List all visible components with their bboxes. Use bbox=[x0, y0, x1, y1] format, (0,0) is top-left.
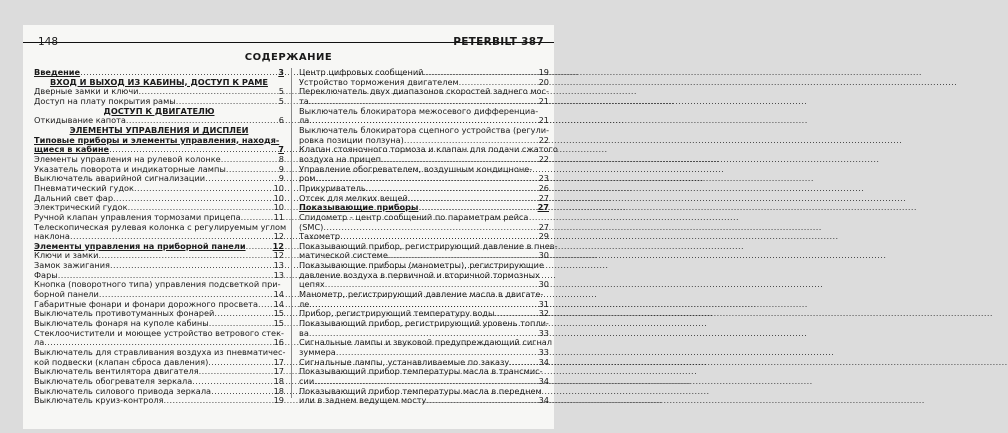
toc-entry bbox=[299, 213, 549, 232]
toc-entry bbox=[299, 337, 553, 358]
toc-page-number: 13 bbox=[273, 260, 284, 271]
toc-entry-title: ла bbox=[34, 337, 45, 348]
toc-page-number: 17 bbox=[273, 366, 284, 377]
toc-page-number: 12 bbox=[273, 231, 284, 242]
toc-entry-line: Показывающий прибор, регистрирующий давление в пнев- bbox=[299, 240, 558, 251]
toc-page-number: 10 bbox=[273, 182, 284, 193]
toc-page-number: 27 bbox=[537, 202, 549, 213]
toc-entry bbox=[299, 290, 549, 309]
toc-entry-line: Сигнальные лампы и звуковой предупреждающий сигнал bbox=[299, 337, 553, 348]
toc-entry bbox=[299, 165, 549, 184]
header-brand: PETERBILT 387 bbox=[453, 36, 544, 48]
toc-entry-title: Замок зажигания bbox=[34, 260, 110, 271]
toc-entry-title: Элементы управления на приборной панели bbox=[34, 240, 246, 251]
toc-page-number: 15 bbox=[273, 308, 284, 319]
toc-page-number: 30 bbox=[538, 250, 549, 261]
toc-page-number: 3 bbox=[278, 67, 284, 77]
toc-entry-title: ром bbox=[299, 173, 316, 184]
toc-entry-title: Выключатель обогревателя зеркала bbox=[34, 376, 193, 386]
toc-entry-line: Управление обогревателем, воздушным кондицноне- bbox=[299, 163, 533, 174]
toc-entry-title: Доступ на плату покрытия рамы bbox=[34, 95, 176, 106]
toc-page-number: 10 bbox=[273, 192, 284, 203]
book-page bbox=[23, 25, 558, 429]
toc-entry-title: кой подвески (клапан сброса давления) bbox=[34, 356, 209, 367]
section-heading-text: ДОСТУП К ДВИГАТЕЛЮ bbox=[103, 105, 215, 116]
toc-entry-title: Ручной клапан управления тормозами прицепа bbox=[34, 211, 241, 222]
toc-entry-title: Пневматический гудок bbox=[34, 182, 134, 193]
toc-page-number: 17 bbox=[273, 356, 284, 367]
toc-page-number: 26 bbox=[538, 182, 549, 193]
toc-entry-title: Габаритные фонари и фонари дорожного просвета bbox=[34, 298, 258, 309]
toc-page-number: 12 bbox=[273, 250, 284, 261]
toc-entry-line: Показывающие приборы (манометры), регистрирующие bbox=[299, 260, 544, 271]
toc-entry-line: Клапан стояночного тормоза и клапан для подачи сжатого bbox=[299, 144, 558, 155]
toc-entry-line: Манометр, регистрирующий давление масла в двигате- bbox=[299, 289, 544, 300]
toc-entry-title: Введение bbox=[34, 67, 81, 77]
toc-page-number: 8 bbox=[278, 153, 284, 164]
toc-entry-title: Показывающие приборы bbox=[299, 202, 419, 213]
toc-page-number: 20 bbox=[538, 76, 549, 87]
toc-entry-title: Электрический гудок bbox=[34, 202, 128, 213]
toc-page-number: 14 bbox=[273, 298, 284, 309]
toc-entry-title: Выключатель противотуманных фонарей bbox=[34, 308, 215, 319]
toc-entry-title: ровка позиции ползуна) bbox=[299, 134, 404, 145]
toc-entry-line: Выключатель блокиратора сцепного устройства (регули- bbox=[299, 124, 550, 135]
toc-page-number: 9 bbox=[278, 173, 284, 184]
toc-page-number: 21 bbox=[538, 115, 549, 126]
toc-page-number: 34 bbox=[538, 356, 549, 367]
toc-entry bbox=[34, 221, 287, 242]
toc-page-number: 21 bbox=[538, 95, 549, 106]
toc-page-number: 5 bbox=[278, 86, 284, 97]
toc-entry-line: Показывающий прибор температуры масла в переднем bbox=[299, 385, 542, 396]
toc-entry-line: Показывающий прибор температуры масла в трансмис- bbox=[299, 366, 543, 377]
toc-entry-title: ла bbox=[299, 115, 310, 126]
column-divider bbox=[291, 68, 292, 398]
toc-page-number: 10 bbox=[273, 202, 284, 213]
toc-entry-line: Переключатель двух диапазонов скоростей заднего мос- bbox=[299, 86, 549, 97]
toc-entry-title: воздуха на прицеп bbox=[299, 153, 381, 164]
toc-entry-line: Кнопка (поворотного типа) управления подсветкой при- bbox=[34, 279, 281, 290]
toc-entry bbox=[299, 87, 549, 106]
toc-entry-title: или в заднем ведущем мосту bbox=[299, 395, 427, 406]
toc-entry-title: Фары bbox=[34, 269, 58, 280]
toc-left-column bbox=[34, 67, 287, 406]
toc-entry-line: давление воздуха в первичной и вторичной тормозных bbox=[299, 269, 540, 280]
page-title: СОДЕРЖАНИЕ bbox=[244, 52, 333, 63]
toc-page-number: 27 bbox=[538, 192, 549, 203]
toc-entry-title: ва bbox=[299, 327, 309, 338]
dot-leader bbox=[426, 396, 537, 406]
toc-entry-title: сии bbox=[299, 376, 315, 386]
toc-page-number: 27 bbox=[538, 221, 549, 232]
toc-entry-title: щиеся в кабине bbox=[34, 144, 110, 155]
toc-entry bbox=[299, 126, 549, 145]
toc-entry bbox=[34, 136, 284, 155]
toc-entry bbox=[299, 387, 549, 406]
toc-entry-title: Устройство торможения двигателем bbox=[299, 76, 459, 87]
dot-leader bbox=[164, 396, 273, 406]
toc-entry-title: ле bbox=[299, 298, 310, 309]
toc-entry bbox=[299, 107, 549, 126]
toc-entry bbox=[34, 280, 284, 299]
toc-entry-line: Телескопическая рулевая колонка с регулируемым углом bbox=[34, 221, 287, 232]
section-heading-text: ЭЛЕМЕНТЫ УПРАВЛЕНИЯ И ДИСПЛЕИ bbox=[69, 124, 249, 135]
toc-entry-title: Выключатель силового привода зеркала bbox=[34, 385, 212, 396]
toc-entry-title: Выключатель круиз-контроля bbox=[34, 395, 164, 406]
toc-entry-title: та bbox=[299, 95, 309, 106]
toc-page-number: 14 bbox=[273, 289, 284, 300]
toc-entry-line: Выключатель для стравливания воздуха из пневматичес- bbox=[34, 347, 286, 358]
toc-page-number: 9 bbox=[278, 163, 284, 174]
toc-page-number: 34 bbox=[538, 376, 549, 386]
toc-entry bbox=[299, 367, 549, 386]
toc-entry-title: зуммера bbox=[299, 347, 336, 358]
page-header bbox=[23, 25, 554, 48]
toc-entry bbox=[299, 319, 549, 338]
toc-entry-title: (SMC) bbox=[299, 221, 324, 232]
toc-entry bbox=[299, 261, 549, 290]
toc-entry-title: матической системе bbox=[299, 250, 388, 261]
toc-page-number: 22 bbox=[538, 153, 549, 164]
toc-page-number: 12 bbox=[272, 240, 284, 251]
toc-page-number: 18 bbox=[273, 376, 284, 386]
toc-entry-title: Прибор, регистрирующий температуру воды bbox=[299, 308, 495, 319]
toc-entry-title: Дальний свет фар bbox=[34, 192, 114, 203]
toc-page-number: 7 bbox=[278, 144, 284, 155]
toc-page-number: 18 bbox=[273, 385, 284, 396]
toc-page-number: 34 bbox=[538, 395, 549, 406]
toc-entry-title: цепях bbox=[299, 279, 325, 290]
toc-entry-title: Сигнальные лампы, устанавливаемые по заказу bbox=[299, 356, 510, 367]
toc-right-column bbox=[299, 67, 558, 406]
toc-entry-title: борной панели bbox=[34, 289, 99, 300]
toc-entry bbox=[299, 240, 558, 261]
toc-page-number: 30 bbox=[538, 279, 549, 290]
toc-page-number: 23 bbox=[538, 173, 549, 184]
toc-entry-title: Указатель поворота и индикаторные лампы bbox=[34, 163, 226, 174]
toc-entry-title: Прикуриватель bbox=[299, 182, 366, 193]
toc-entry bbox=[299, 144, 558, 164]
page-number: 148 bbox=[38, 36, 59, 48]
toc-entry-title: Ключи и замки bbox=[34, 250, 99, 261]
toc-page-number: 33 bbox=[538, 347, 549, 358]
toc-entry-title: Элементы управления на рулевой колонке bbox=[34, 153, 221, 164]
toc-entry-title: Выключатель фонаря на куполе кабины bbox=[34, 318, 209, 329]
toc-entry-title: Дверные замки и ключи bbox=[34, 86, 139, 97]
toc-page-number: 11 bbox=[273, 211, 284, 222]
toc-page-number: 19 bbox=[538, 67, 549, 77]
toc-entry-title: Откидывание капота bbox=[34, 115, 126, 126]
toc-page-number: 6 bbox=[278, 115, 284, 126]
toc-entry-title: Отсек для мелких вещей bbox=[299, 192, 408, 203]
toc-entry-line: Спидометр - центр сообщений по параметрам рейса bbox=[299, 211, 529, 222]
toc-entry-line: Стеклоочистители и моющее устройство ветрового стек- bbox=[34, 327, 284, 338]
toc-page-number: 33 bbox=[538, 327, 549, 338]
toc-entry bbox=[34, 396, 284, 406]
toc-entry-title: Выключатель аварийной сигнализации bbox=[34, 173, 206, 184]
toc-entry-line: Показывающий прибор, регистрирующий уровень топли- bbox=[299, 318, 549, 329]
toc-entry-title: наклона bbox=[34, 231, 70, 242]
toc-entry bbox=[34, 329, 284, 348]
toc-page-number: 19 bbox=[273, 395, 284, 406]
toc-page-number: 15 bbox=[273, 318, 284, 329]
toc-page-number: 32 bbox=[538, 308, 549, 319]
toc-entry-line: Выключатель блокиратора межосевого дифференциа- bbox=[299, 105, 539, 116]
toc-entry bbox=[34, 348, 284, 367]
toc-page-number: 31 bbox=[538, 298, 549, 309]
toc-page-number: 5 bbox=[278, 95, 284, 106]
section-heading-text: ВХОД И ВЫХОД ИЗ КАБИНЫ, ДОСТУП К РАМЕ bbox=[50, 76, 268, 87]
toc-entry-line: Типовые приборы и элементы управления, находя- bbox=[34, 134, 280, 145]
toc-page-number: 13 bbox=[273, 269, 284, 280]
toc-page-number: 22 bbox=[538, 134, 549, 145]
toc-entry-title: Центр цифровых сообщений bbox=[299, 67, 424, 77]
toc-entry-title: Тахометр bbox=[299, 231, 341, 242]
toc-entry-title: Выключатель вентилятора двигателя bbox=[34, 366, 199, 377]
toc-page-number: 16 bbox=[273, 337, 284, 348]
toc-page-number: 29 bbox=[538, 231, 549, 242]
